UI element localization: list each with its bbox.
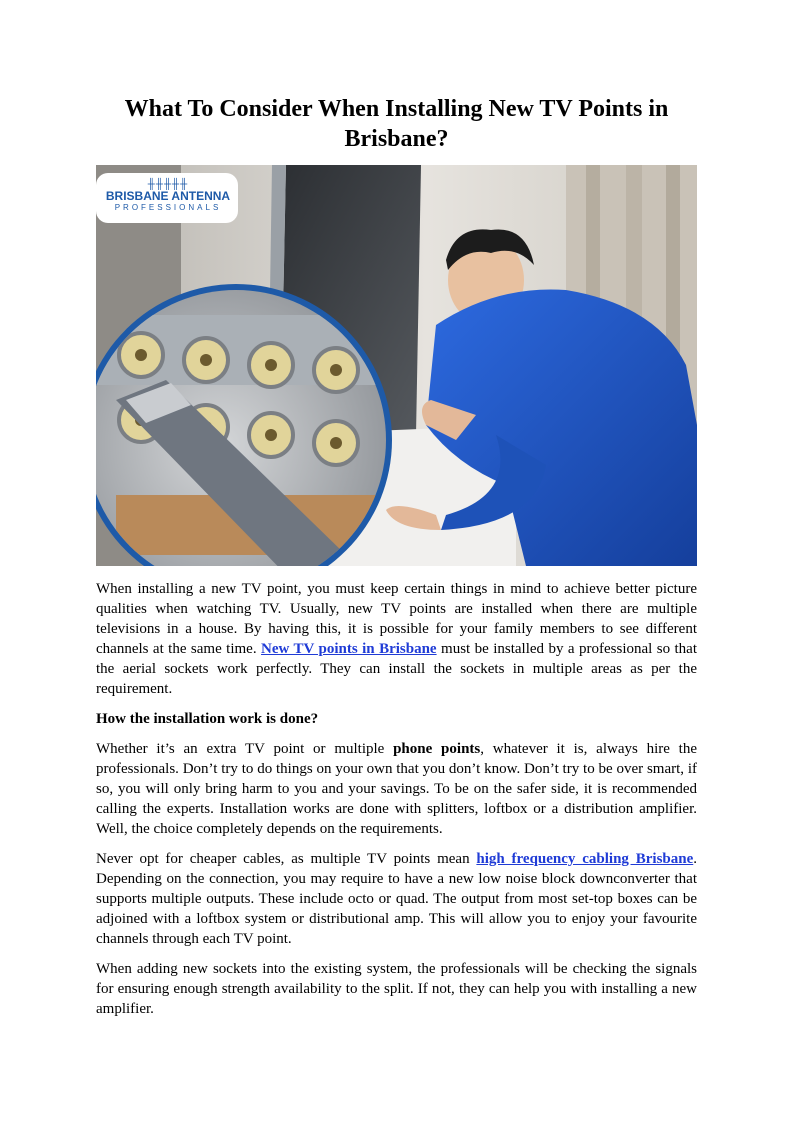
paragraph-intro: When installing a new TV point, you must keep certain things in mind to achieve better picture qualities when watching TV. Usually, new TV points are installed when there are multiple televisions in a house. By having this, it is possible for your family members to see different channels at the same time. New TV points in Brisbane must be installed by a professional so that the aerial sockets work perfectly. They can install the sockets in multiple areas as per the requirement. [96, 581, 698, 697]
logo [102, 179, 234, 213]
hero-illustration [96, 165, 697, 566]
paragraph-sockets: When adding new sockets into the existing system, the professionals will be checking the signals for ensuring enough strength availability to the split. If not, they can help you with installing a new amplifier. [96, 961, 697, 1017]
logo-line-1: BRISBANE ANTENNA [105, 189, 231, 203]
hero-image [96, 165, 697, 566]
new-tv-points-link[interactable]: New TV points in Brisbane [261, 641, 437, 657]
logo-line-2: PROFESSIONALS [114, 203, 222, 212]
article-body [96, 579, 697, 1029]
paragraph-cables: Never opt for cheaper cables, as multiple TV points mean high frequency cabling Brisbane. Depending on the connection, you may require to have a new low noise block downconverter that supports multiple outputs. These include octo or quad. The output from most set-top boxes can be adjoined with a loftbox system or distributional amp. This will allow you to enjoy your favourite channels through each TV point. [96, 851, 697, 947]
antenna-icon: ╫╫╫╫╫ [147, 179, 189, 190]
page-title: What To Consider When Installing New TV Points in Brisbane? [124, 96, 669, 152]
section-heading: How the installation work is done? [96, 711, 319, 727]
paragraph-installation: Whether it’s an extra TV point or multiple phone points, whatever it is, always hire the professionals. Don’t try to do things on your own that you don’t know. Don’t try to be over smart, if so, you will only bring harm to you and your savings. To be on the safer side, it is recommended calling the experts. Installation works are done with splitters, loftbox or a distribution amplifier. Well, the choice completely depends on the requirements. [96, 741, 698, 837]
high-frequency-cabling-link[interactable]: high frequency cabling Brisbane [476, 851, 694, 867]
